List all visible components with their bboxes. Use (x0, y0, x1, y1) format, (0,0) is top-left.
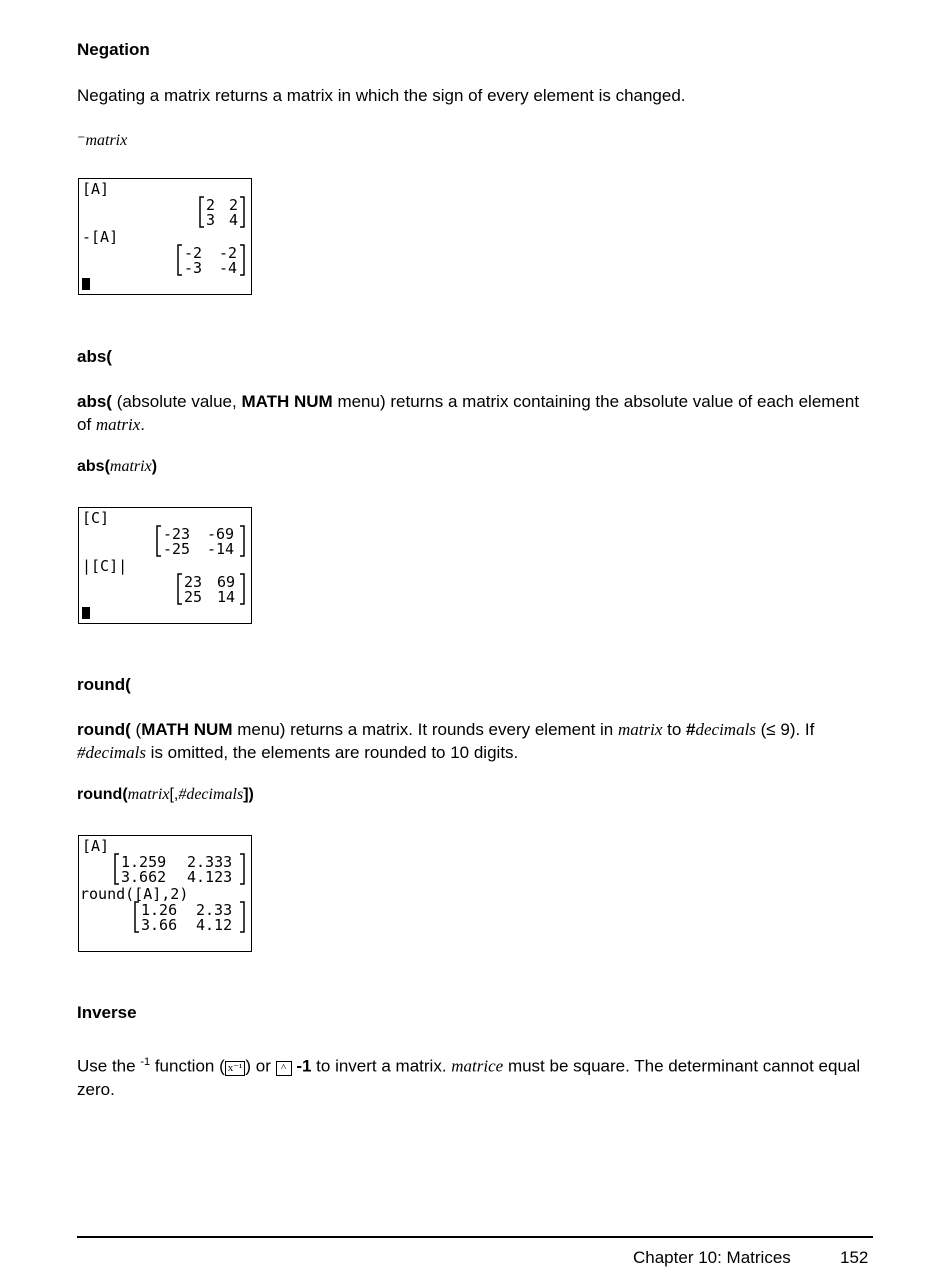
screen-line-1: [A] (82, 837, 110, 855)
abs-description: abs( (absolute value, MATH NUM menu) returns a matrix containing the absolute value of each element of matrix. (77, 392, 860, 434)
negation-description: Negating a matrix returns a matrix in which the sign of every element is changed. (77, 86, 686, 105)
matrix-cell: 4.123 (187, 868, 233, 886)
heading-negation: Negation (77, 40, 150, 59)
matrix-cell: -14 (207, 540, 235, 558)
screen-line-2: -[A] (82, 228, 119, 246)
matrix-cell: 3 (206, 211, 216, 229)
matrix-cell: 2 (229, 196, 239, 214)
matrix-cell: 3.66 (141, 916, 178, 934)
calculator-screen-abs (78, 507, 252, 624)
matrix-cell: 4 (229, 211, 239, 229)
matrix-cell: 3.662 (121, 868, 167, 886)
negation-syntax: ⁻matrix (77, 132, 128, 149)
screen-line-2: |[C]| (82, 557, 128, 575)
inverse-key-icon: x⁻¹ (225, 1061, 246, 1076)
footer-chapter: Chapter 10: Matrices (633, 1248, 791, 1267)
matrix-cell: -25 (163, 540, 191, 558)
matrix-cell: 2.333 (187, 853, 233, 871)
matrix-cell: 2 (206, 196, 216, 214)
matrix-cell: -2 (219, 244, 238, 262)
heading-round: round( (77, 675, 131, 694)
matrix-cell: -2 (184, 244, 203, 262)
matrix-cell: -4 (219, 259, 238, 277)
round-syntax: round(matrix[,#decimals]) (77, 786, 254, 803)
matrix-cell: -3 (184, 259, 203, 277)
matrix-cell: 4.12 (196, 916, 233, 934)
matrix-cell: 23 (184, 573, 203, 591)
screen-line-2: round([A],2) (80, 885, 189, 903)
calculator-screen-negation (78, 178, 252, 295)
page-number: 152 (840, 1248, 869, 1267)
cursor (82, 278, 90, 290)
cursor (82, 607, 90, 619)
matrix-cell: 25 (184, 588, 203, 606)
heading-inverse: Inverse (77, 1003, 137, 1022)
screen-line-1: [C] (82, 509, 110, 527)
calculator-screen-round (78, 835, 252, 952)
matrix-cell: 14 (217, 588, 236, 606)
inverse-description: Use the $^{-1}$ function ( x⁻¹ ) or ^ -1 to invert a matrix. matrice must be square. The determinant cannot equal zero. (77, 1056, 861, 1099)
round-description: round( (MATH NUM menu) returns a matrix. It rounds every element in matrix to #decimals (≤ 9). If #decimals is omitted, the elements are rounded to 10 digits. (77, 720, 815, 762)
caret-key-icon: ^ (276, 1061, 292, 1076)
matrix-cell: -69 (207, 525, 235, 543)
heading-abs: abs( (77, 347, 112, 366)
matrix-cell: -23 (163, 525, 191, 543)
matrix-cell: 1.259 (121, 853, 167, 871)
matrix-cell: 2.33 (196, 901, 233, 919)
matrix-cell: 1.26 (141, 901, 178, 919)
matrix-cell: 69 (217, 573, 236, 591)
screen-line-1: [A] (82, 180, 110, 198)
footer-rule (77, 1236, 873, 1238)
abs-syntax: abs(matrix) (77, 458, 158, 475)
